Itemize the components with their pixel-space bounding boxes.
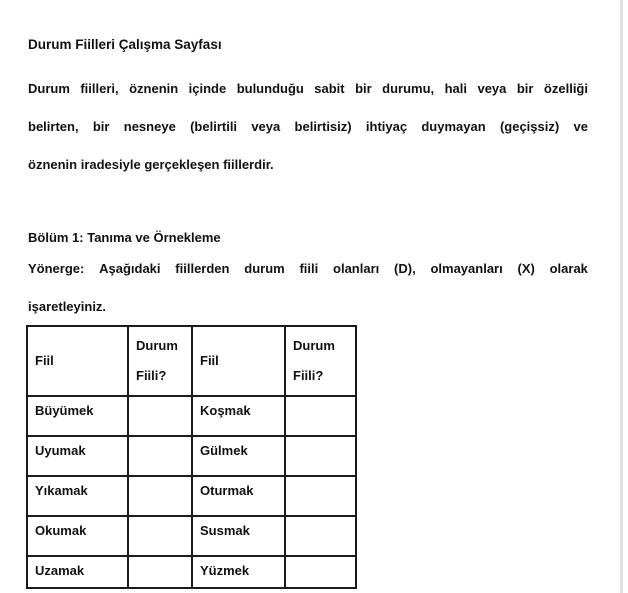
- table-row: [27, 516, 356, 556]
- verb-cell: Uzamak: [27, 556, 128, 588]
- table-row: [27, 396, 356, 436]
- intro-line: Durum fiilleri, öznenin içinde bulunduğu sabit bir durumu, hali veya bir özelliği: [28, 80, 588, 96]
- table-row: [27, 556, 356, 588]
- intro-line: belirten, bir nesneye (belirtili veya belirtisiz) ihtiyaç duymayan (geçişsiz) ve: [28, 118, 588, 134]
- verb-cell: Yüzmek: [192, 556, 285, 588]
- verb-cell: Susmak: [192, 516, 285, 556]
- answer-cell: [128, 476, 192, 516]
- section-heading: Bölüm 1: Tanıma ve Örnekleme: [28, 229, 221, 245]
- answer-cell: [285, 476, 356, 516]
- answer-cell: [285, 436, 356, 476]
- instruction-line: işaretleyiniz.: [28, 298, 107, 314]
- table-row: [27, 476, 356, 516]
- answer-cell: [285, 516, 356, 556]
- verb-cell: Koşmak: [192, 396, 285, 436]
- answer-cell: [128, 556, 192, 588]
- intro-paragraph: [28, 69, 588, 183]
- answer-cell: [128, 396, 192, 436]
- verb-table: [26, 325, 357, 589]
- answer-cell: [128, 436, 192, 476]
- instruction-text: [28, 249, 588, 325]
- instruction-line: Yönerge: Aşağıdaki fiillerden durum fiili olanları (D), olmayanları (X) olarak: [28, 260, 588, 276]
- answer-cell: [128, 516, 192, 556]
- right-edge-strip: [620, 0, 623, 593]
- header-cell-fiil: Fiil: [27, 326, 128, 396]
- intro-line: öznenin iradesiyle gerçekleşen fiillerdir.: [28, 156, 274, 172]
- verb-cell: Okumak: [27, 516, 128, 556]
- header-cell-fiil: Fiil: [192, 326, 285, 396]
- table-row: [27, 436, 356, 476]
- verb-cell: Oturmak: [192, 476, 285, 516]
- header-cell-durum-fiili: Durum Fiili?: [285, 326, 356, 396]
- verb-cell: Uyumak: [27, 436, 128, 476]
- verb-cell: Büyümek: [27, 396, 128, 436]
- verb-cell: Gülmek: [192, 436, 285, 476]
- answer-cell: [285, 556, 356, 588]
- page-title: Durum Fiilleri Çalışma Sayfası: [28, 37, 222, 52]
- verb-cell: Yıkamak: [27, 476, 128, 516]
- header-cell-durum-fiili: Durum Fiili?: [128, 326, 192, 396]
- answer-cell: [285, 396, 356, 436]
- table-header-row: [27, 326, 356, 396]
